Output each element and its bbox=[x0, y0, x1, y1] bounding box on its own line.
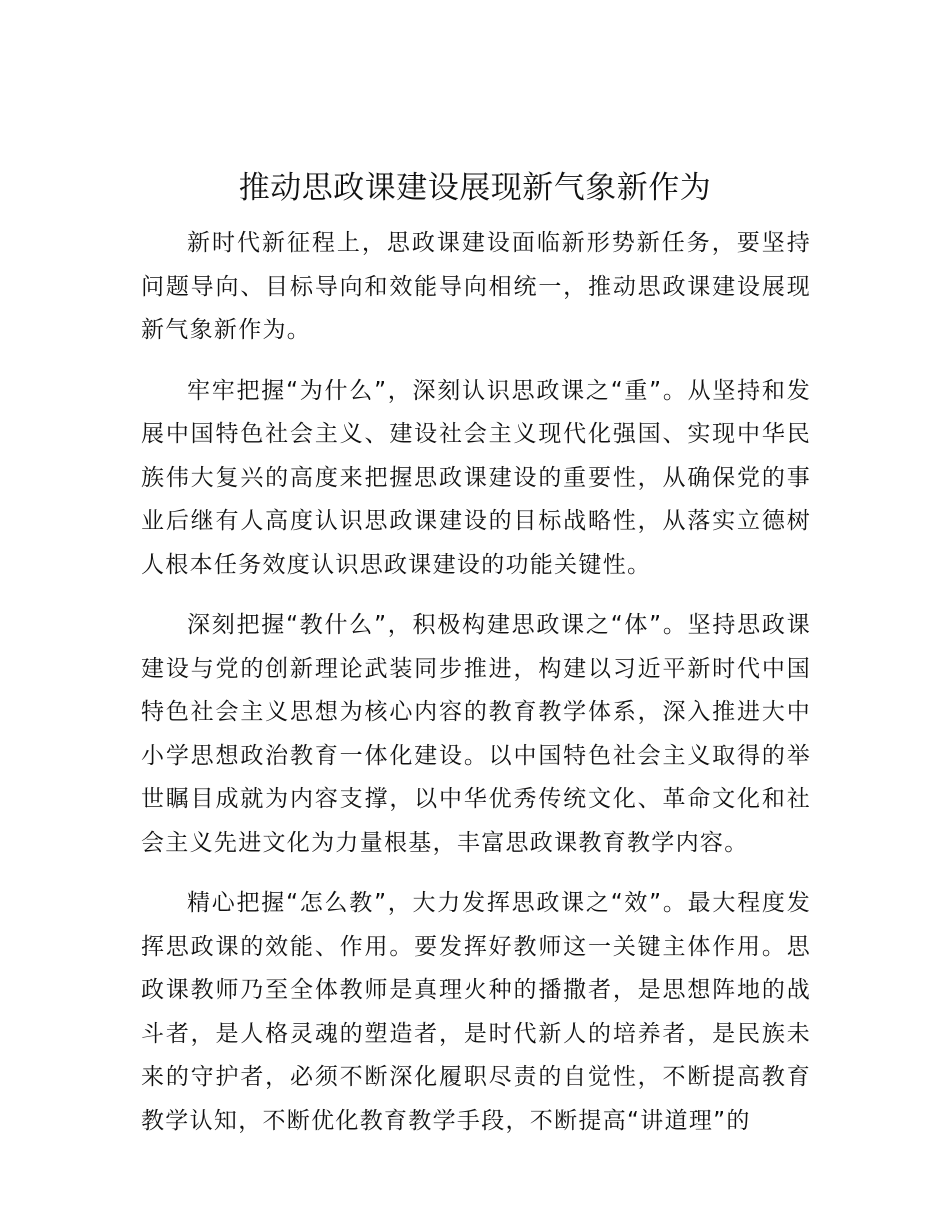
paragraph-how: 精心把握“怎么教”，大力发挥思政课之“效”。最大程度发挥思政课的效能、作用。要发挥好教师这一关键主体作用。思政课教师乃至全体教师是真理火种的播撒者，是思想阵地的战斗者，是人格灵魂的塑造者，是时代新人的培养者，是民族未来的守护者，必须不断深化履职尽责的自觉性，不断提高教育教学认知，不断优化教育教学手段，不断提高“讲道理”的 bbox=[141, 890, 811, 1134]
document-body bbox=[141, 222, 811, 1160]
paragraph-what: 深刻把握“教什么”，积极构建思政课之“体”。坚持思政课建设与党的创新理论武装同步推进，构建以习近平新时代中国特色社会主义思想为核心内容的教育教学体系，深入推进大中小学思想政治教育一体化建设。以中国特色社会主义取得的举世瞩目成就为内容支撑，以中华优秀传统文化、革命文化和社会主义先进文化为力量根基，丰富思政课教育教学内容。 bbox=[141, 612, 811, 856]
paragraph-intro: 新时代新征程上，思政课建设面临新形势新任务，要坚持问题导向、目标导向和效能导向相统一，推动思政课建设展现新气象新作为。 bbox=[141, 230, 811, 343]
paragraph-why: 牢牢把握“为什么”，深刻认识思政课之“重”。从坚持和发展中国特色社会主义、建设社会主义现代化强国、实现中华民族伟大复兴的高度来把握思政课建设的重要性，从确保党的事业后继有人高度认识思政课建设的目标战略性，从落实立德树人根本任务效度认识思政课建设的功能关键性。 bbox=[141, 377, 811, 578]
document-title: 推动思政课建设展现新气象新作为 bbox=[238, 170, 712, 206]
